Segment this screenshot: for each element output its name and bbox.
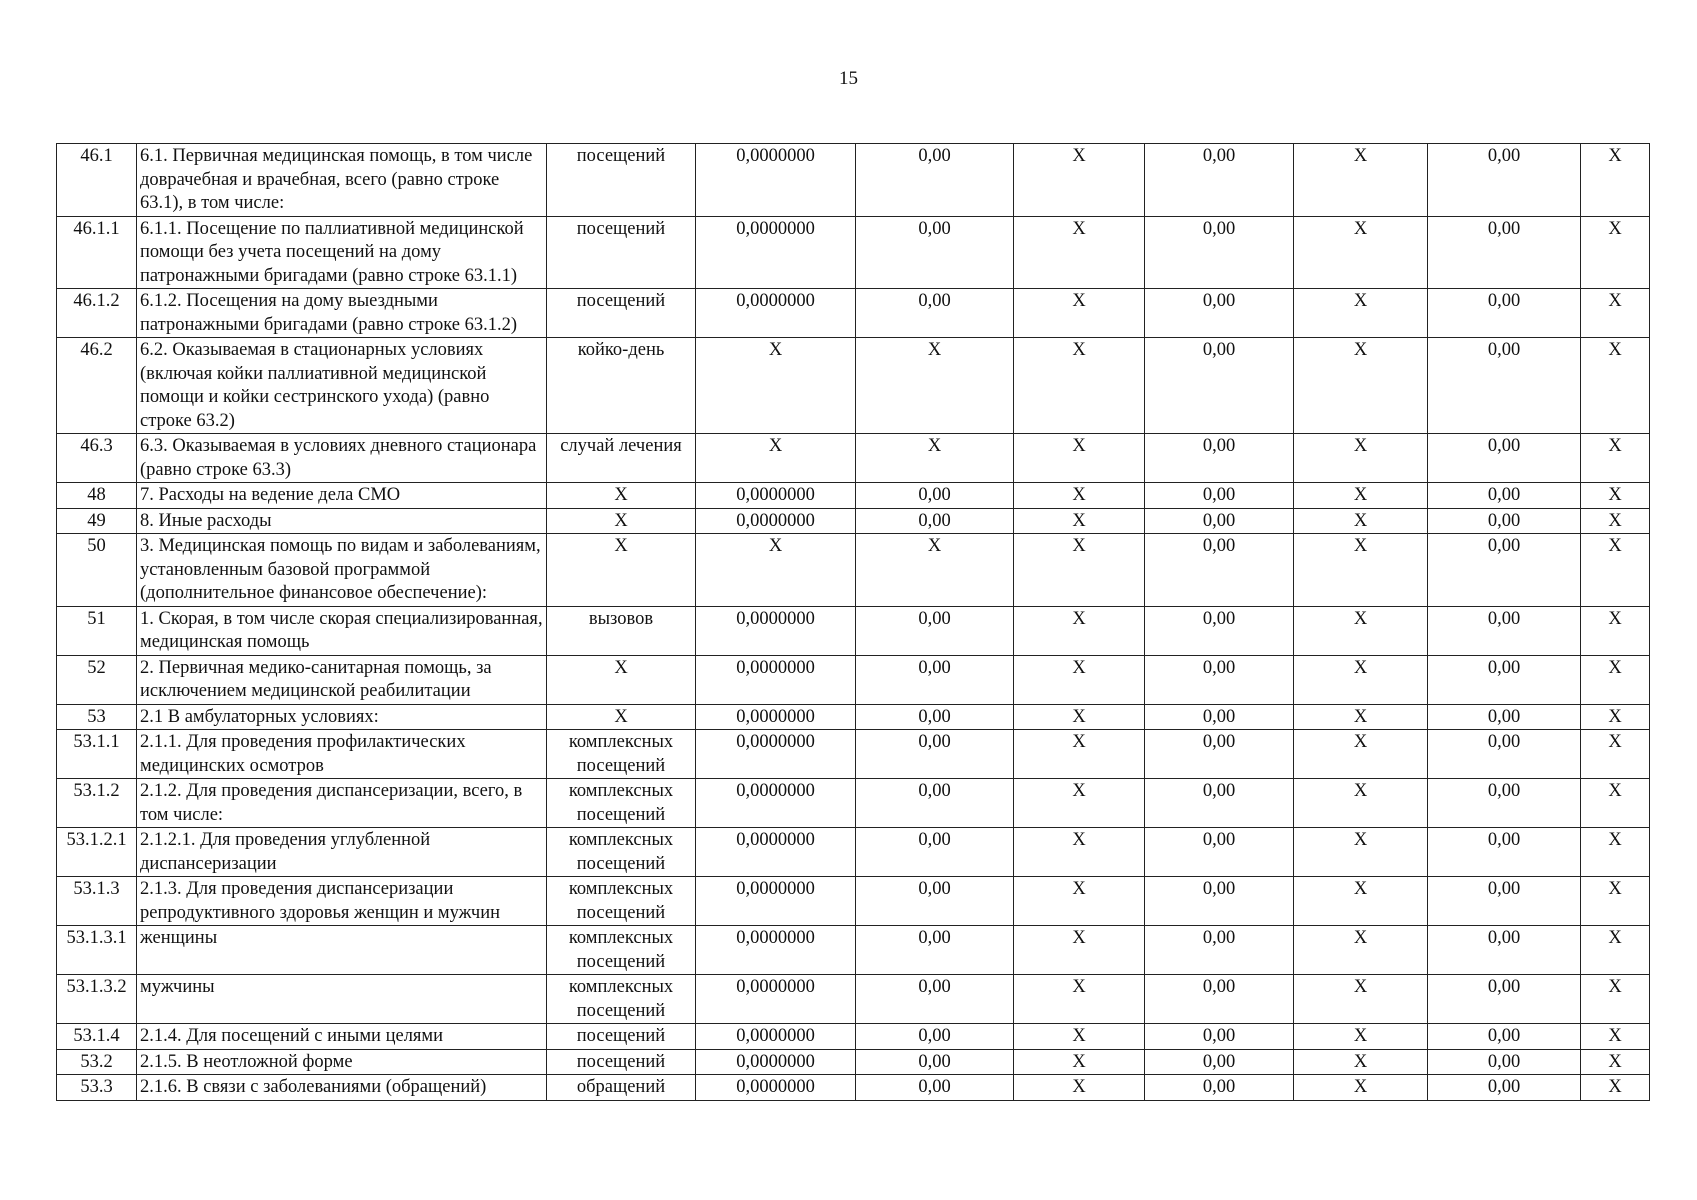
row-description-cell: 6.2. Оказываемая в стационарных условиях (включая койки паллиативной медицинской помощи и койки сестринского ухода) (равно строке 63.2) (137, 338, 547, 434)
row-code-cell: 46.3 (57, 434, 137, 483)
value-cell: 0,00 (856, 144, 1014, 217)
value-cell: X (1014, 828, 1145, 877)
row-code-cell: 53.1.3.2 (57, 975, 137, 1024)
value-cell: X (856, 434, 1014, 483)
row-code-cell: 48 (57, 483, 137, 509)
value-cell: 0,0000000 (696, 508, 856, 534)
value-cell: X (1294, 338, 1428, 434)
value-cell: X (1294, 655, 1428, 704)
value-cell: 0,0000000 (696, 483, 856, 509)
value-cell: X (1294, 1024, 1428, 1050)
value-cell: X (1294, 828, 1428, 877)
row-code-cell: 46.1.1 (57, 216, 137, 289)
value-cell: 0,0000000 (696, 877, 856, 926)
value-cell: 0,00 (1145, 1075, 1294, 1101)
value-cell: X (1581, 144, 1650, 217)
value-cell: X (1014, 606, 1145, 655)
value-cell: X (1014, 1024, 1145, 1050)
value-cell: 0,0000000 (696, 704, 856, 730)
row-code-cell: 50 (57, 534, 137, 607)
value-cell: 0,00 (856, 779, 1014, 828)
value-cell: X (1294, 606, 1428, 655)
unit-cell: комплексных посещений (547, 975, 696, 1024)
value-cell: 0,00 (856, 1024, 1014, 1050)
row-code-cell: 46.2 (57, 338, 137, 434)
value-cell: X (1581, 975, 1650, 1024)
value-cell: 0,00 (1145, 289, 1294, 338)
unit-cell: случай лечения (547, 434, 696, 483)
table-row (57, 704, 1650, 730)
row-code-cell: 53.1.1 (57, 730, 137, 779)
unit-cell: комплексных посещений (547, 926, 696, 975)
table-row (57, 434, 1650, 483)
value-cell: 0,0000000 (696, 975, 856, 1024)
value-cell: X (1294, 779, 1428, 828)
value-cell: 0,0000000 (696, 144, 856, 217)
value-cell: 0,0000000 (696, 606, 856, 655)
value-cell: 0,00 (1145, 704, 1294, 730)
value-cell: X (1014, 534, 1145, 607)
table-row (57, 508, 1650, 534)
unit-cell: X (547, 483, 696, 509)
value-cell: 0,00 (856, 704, 1014, 730)
value-cell: 0,00 (1145, 926, 1294, 975)
value-cell: X (1014, 1049, 1145, 1075)
value-cell: 0,00 (1145, 1024, 1294, 1050)
row-description-cell: 2.1.1. Для проведения профилактических медицинских осмотров (137, 730, 547, 779)
value-cell: 0,00 (1428, 508, 1581, 534)
unit-cell: посещений (547, 216, 696, 289)
unit-cell: X (547, 704, 696, 730)
row-description-cell: женщины (137, 926, 547, 975)
row-description-cell: 2.1.3. Для проведения диспансеризации репродуктивного здоровья женщин и мужчин (137, 877, 547, 926)
value-cell: 0,00 (1428, 144, 1581, 217)
value-cell: X (1014, 779, 1145, 828)
row-description-cell: 2.1.2.1. Для проведения углубленной диспансеризации (137, 828, 547, 877)
value-cell: 0,00 (1145, 606, 1294, 655)
value-cell: X (1581, 534, 1650, 607)
unit-cell: X (547, 655, 696, 704)
value-cell: 0,00 (1428, 289, 1581, 338)
row-description-cell: 3. Медицинская помощь по видам и заболеваниям, установленным базовой программой (дополнительное финансовое обеспечение): (137, 534, 547, 607)
table-row (57, 779, 1650, 828)
value-cell: X (1581, 877, 1650, 926)
value-cell: 0,00 (1145, 877, 1294, 926)
row-code-cell: 46.1.2 (57, 289, 137, 338)
unit-cell: обращений (547, 1075, 696, 1101)
value-cell: X (1581, 779, 1650, 828)
value-cell: X (696, 434, 856, 483)
value-cell: X (1581, 704, 1650, 730)
value-cell: 0,00 (856, 926, 1014, 975)
value-cell: X (1581, 434, 1650, 483)
table-row (57, 606, 1650, 655)
row-code-cell: 53.1.3 (57, 877, 137, 926)
unit-cell: комплексных посещений (547, 730, 696, 779)
value-cell: X (1294, 434, 1428, 483)
table-row (57, 655, 1650, 704)
value-cell: X (1014, 483, 1145, 509)
row-code-cell: 52 (57, 655, 137, 704)
value-cell: 0,00 (856, 483, 1014, 509)
unit-cell: посещений (547, 1024, 696, 1050)
value-cell: X (1294, 975, 1428, 1024)
row-description-cell: 6.1. Первичная медицинская помощь, в том числе доврачебная и врачебная, всего (равно строке 63.1), в том числе: (137, 144, 547, 217)
value-cell: 0,0000000 (696, 1049, 856, 1075)
value-cell: 0,00 (1145, 144, 1294, 217)
value-cell: X (1294, 483, 1428, 509)
row-description-cell: 8. Иные расходы (137, 508, 547, 534)
value-cell: 0,00 (1428, 730, 1581, 779)
value-cell: 0,00 (856, 606, 1014, 655)
value-cell: 0,00 (1145, 534, 1294, 607)
value-cell: X (1014, 704, 1145, 730)
value-cell: X (856, 534, 1014, 607)
unit-cell: X (547, 508, 696, 534)
row-description-cell: 2.1.6. В связи с заболеваниями (обращений) (137, 1075, 547, 1101)
row-description-cell: 6.3. Оказываемая в условиях дневного стационара (равно строке 63.3) (137, 434, 547, 483)
value-cell: X (1014, 655, 1145, 704)
table-row (57, 534, 1650, 607)
row-code-cell: 46.1 (57, 144, 137, 217)
row-description-cell: 6.1.2. Посещения на дому выездными патронажными бригадами (равно строке 63.1.2) (137, 289, 547, 338)
table-row (57, 1024, 1650, 1050)
value-cell: X (1294, 704, 1428, 730)
unit-cell: вызовов (547, 606, 696, 655)
value-cell: 0,0000000 (696, 216, 856, 289)
value-cell: X (1294, 144, 1428, 217)
row-code-cell: 53.1.2.1 (57, 828, 137, 877)
value-cell: 0,00 (1428, 779, 1581, 828)
value-cell: X (1581, 606, 1650, 655)
row-description-cell: 2.1.4. Для посещений с иными целями (137, 1024, 547, 1050)
value-cell: X (696, 534, 856, 607)
table-row (57, 926, 1650, 975)
unit-cell: X (547, 534, 696, 607)
value-cell: X (1294, 877, 1428, 926)
table-row (57, 338, 1650, 434)
value-cell: X (1294, 1075, 1428, 1101)
value-cell: X (1014, 730, 1145, 779)
table-row (57, 1075, 1650, 1101)
value-cell: 0,00 (856, 655, 1014, 704)
value-cell: 0,00 (1428, 1049, 1581, 1075)
value-cell: 0,00 (1145, 338, 1294, 434)
row-code-cell: 53.1.4 (57, 1024, 137, 1050)
value-cell: 0,00 (856, 975, 1014, 1024)
table-row (57, 483, 1650, 509)
value-cell: 0,00 (1145, 483, 1294, 509)
value-cell: 0,0000000 (696, 730, 856, 779)
row-description-cell: 7. Расходы на ведение дела СМО (137, 483, 547, 509)
value-cell: 0,00 (1145, 508, 1294, 534)
value-cell: 0,00 (1145, 434, 1294, 483)
value-cell: X (1014, 144, 1145, 217)
value-cell: 0,00 (1145, 779, 1294, 828)
value-cell: X (1581, 730, 1650, 779)
unit-cell: комплексных посещений (547, 877, 696, 926)
value-cell: X (1014, 877, 1145, 926)
unit-cell: посещений (547, 144, 696, 217)
value-cell: 0,00 (856, 216, 1014, 289)
value-cell: X (1294, 534, 1428, 607)
value-cell: X (1014, 1075, 1145, 1101)
value-cell: X (1581, 289, 1650, 338)
value-cell: 0,00 (856, 289, 1014, 338)
value-cell: 0,00 (856, 1075, 1014, 1101)
value-cell: X (1014, 289, 1145, 338)
page-number: 15 (839, 68, 858, 89)
value-cell: X (1581, 655, 1650, 704)
row-description-cell: 2.1.2. Для проведения диспансеризации, всего, в том числе: (137, 779, 547, 828)
unit-cell: посещений (547, 1049, 696, 1075)
value-cell: X (1014, 434, 1145, 483)
value-cell: 0,00 (856, 508, 1014, 534)
value-cell: X (1014, 508, 1145, 534)
value-cell: 0,00 (1145, 828, 1294, 877)
value-cell: X (1294, 926, 1428, 975)
value-cell: 0,00 (1428, 1024, 1581, 1050)
value-cell: 0,00 (1428, 926, 1581, 975)
value-cell: 0,00 (1428, 434, 1581, 483)
row-code-cell: 53.2 (57, 1049, 137, 1075)
value-cell: 0,00 (1428, 338, 1581, 434)
row-description-cell: 2.1.5. В неотложной форме (137, 1049, 547, 1075)
table-row (57, 289, 1650, 338)
value-cell: X (1581, 828, 1650, 877)
table-row (57, 144, 1650, 217)
value-cell: 0,00 (1145, 655, 1294, 704)
value-cell: X (856, 338, 1014, 434)
value-cell: X (1581, 1049, 1650, 1075)
value-cell: X (1581, 926, 1650, 975)
row-code-cell: 49 (57, 508, 137, 534)
row-code-cell: 53.3 (57, 1075, 137, 1101)
value-cell: X (1294, 1049, 1428, 1075)
row-description-cell: 6.1.1. Посещение по паллиативной медицинской помощи без учета посещений на дому патронажными бригадами (равно строке 63.1.1) (137, 216, 547, 289)
value-cell: X (696, 338, 856, 434)
row-code-cell: 53.1.3.1 (57, 926, 137, 975)
unit-cell: комплексных посещений (547, 779, 696, 828)
row-description-cell: 1. Скорая, в том числе скорая специализированная, медицинская помощь (137, 606, 547, 655)
row-code-cell: 53 (57, 704, 137, 730)
value-cell: X (1581, 483, 1650, 509)
value-cell: X (1581, 1024, 1650, 1050)
value-cell: 0,00 (1428, 534, 1581, 607)
value-cell: 0,0000000 (696, 926, 856, 975)
value-cell: 0,00 (1145, 216, 1294, 289)
value-cell: X (1014, 926, 1145, 975)
unit-cell: койко-день (547, 338, 696, 434)
row-code-cell: 51 (57, 606, 137, 655)
value-cell: 0,00 (1145, 975, 1294, 1024)
value-cell: 0,00 (1428, 975, 1581, 1024)
table-row (57, 1049, 1650, 1075)
unit-cell: посещений (547, 289, 696, 338)
table-row (57, 877, 1650, 926)
value-cell: 0,00 (856, 1049, 1014, 1075)
value-cell: 0,00 (1428, 877, 1581, 926)
table-row (57, 975, 1650, 1024)
value-cell: 0,00 (1428, 606, 1581, 655)
value-cell: 0,00 (1145, 1049, 1294, 1075)
value-cell: X (1294, 289, 1428, 338)
value-cell: 0,00 (1428, 704, 1581, 730)
value-cell: X (1581, 508, 1650, 534)
row-description-cell: мужчины (137, 975, 547, 1024)
table-body (57, 144, 1650, 1101)
value-cell: X (1294, 730, 1428, 779)
value-cell: 0,0000000 (696, 289, 856, 338)
table-row (57, 730, 1650, 779)
table-row (57, 828, 1650, 877)
value-cell: 0,00 (1428, 1075, 1581, 1101)
value-cell: 0,00 (856, 828, 1014, 877)
value-cell: 0,00 (1145, 730, 1294, 779)
row-description-cell: 2.1 В амбулаторных условиях: (137, 704, 547, 730)
value-cell: 0,00 (856, 730, 1014, 779)
value-cell: 0,0000000 (696, 828, 856, 877)
row-description-cell: 2. Первичная медико-санитарная помощь, за исключением медицинской реабилитации (137, 655, 547, 704)
value-cell: X (1294, 216, 1428, 289)
value-cell: 0,00 (1428, 483, 1581, 509)
value-cell: X (1581, 1075, 1650, 1101)
value-cell: X (1014, 975, 1145, 1024)
table-row (57, 216, 1650, 289)
value-cell: 0,00 (856, 877, 1014, 926)
unit-cell: комплексных посещений (547, 828, 696, 877)
value-cell: X (1581, 216, 1650, 289)
value-cell: X (1014, 216, 1145, 289)
value-cell: X (1014, 338, 1145, 434)
value-cell: X (1581, 338, 1650, 434)
value-cell: 0,0000000 (696, 655, 856, 704)
value-cell: 0,00 (1428, 655, 1581, 704)
value-cell: X (1294, 508, 1428, 534)
value-cell: 0,00 (1428, 216, 1581, 289)
report-table (56, 143, 1650, 1101)
value-cell: 0,0000000 (696, 1075, 856, 1101)
row-code-cell: 53.1.2 (57, 779, 137, 828)
value-cell: 0,00 (1428, 828, 1581, 877)
value-cell: 0,0000000 (696, 779, 856, 828)
value-cell: 0,0000000 (696, 1024, 856, 1050)
